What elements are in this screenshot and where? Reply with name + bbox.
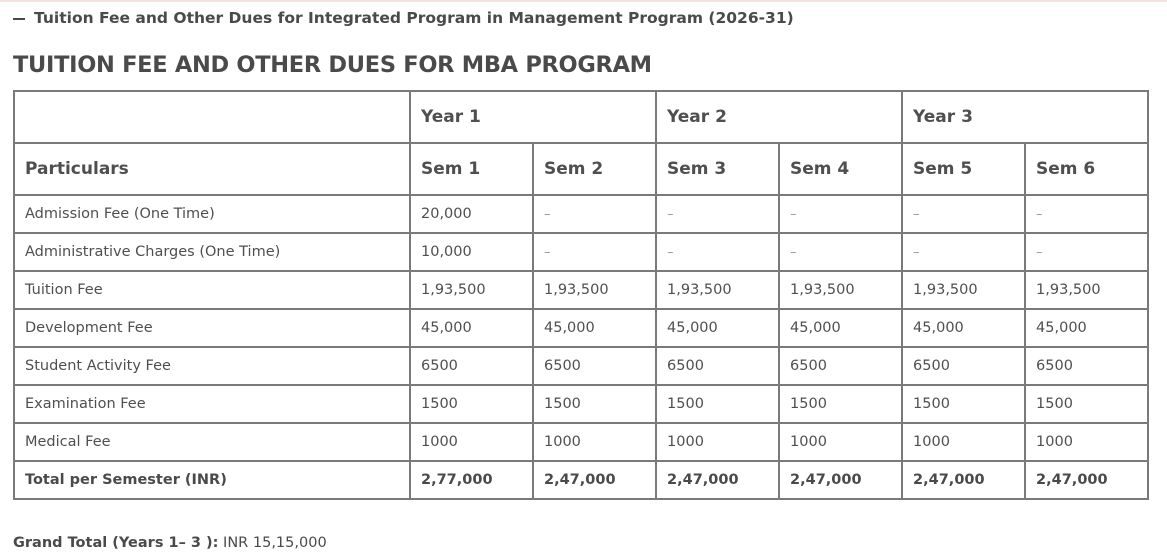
cell-value: 2,47,000 bbox=[656, 461, 779, 499]
row-label: Total per Semester (INR) bbox=[14, 461, 410, 499]
cell-value: 45,000 bbox=[533, 309, 656, 347]
cell-value: 6500 bbox=[533, 347, 656, 385]
cell-value: – bbox=[902, 233, 1025, 271]
cell-value: 20,000 bbox=[410, 195, 533, 233]
cell-value: 45,000 bbox=[779, 309, 902, 347]
cell-value: 1500 bbox=[656, 385, 779, 423]
sem-header-3: Sem 3 bbox=[656, 143, 779, 195]
cell-value: 45,000 bbox=[1025, 309, 1148, 347]
cell-value: – bbox=[656, 195, 779, 233]
cell-value: 1,93,500 bbox=[533, 271, 656, 309]
cell-value: – bbox=[1025, 195, 1148, 233]
sem-header-1: Sem 1 bbox=[410, 143, 533, 195]
year-header-row bbox=[14, 91, 1148, 143]
cell-value: 45,000 bbox=[902, 309, 1025, 347]
table-row-student-activity-fee bbox=[14, 347, 1148, 385]
cell-value: 1,93,500 bbox=[1025, 271, 1148, 309]
row-label: Tuition Fee bbox=[14, 271, 410, 309]
grand-total-value: INR 15,15,000 bbox=[218, 535, 327, 551]
cell-value: 2,47,000 bbox=[1025, 461, 1148, 499]
row-label: Administrative Charges (One Time) bbox=[14, 233, 410, 271]
cell-value: 1000 bbox=[410, 423, 533, 461]
particulars-header: Particulars bbox=[14, 143, 410, 195]
cell-value: – bbox=[533, 195, 656, 233]
cell-value: 2,47,000 bbox=[902, 461, 1025, 499]
cell-value: – bbox=[779, 195, 902, 233]
cell-value: 1,93,500 bbox=[902, 271, 1025, 309]
year-header-3: Year 3 bbox=[902, 91, 1148, 143]
cell-value: – bbox=[1025, 233, 1148, 271]
cell-value: 2,77,000 bbox=[410, 461, 533, 499]
table-row-development-fee bbox=[14, 309, 1148, 347]
sem-header-2: Sem 2 bbox=[533, 143, 656, 195]
cell-value: 6500 bbox=[902, 347, 1025, 385]
empty-header-cell bbox=[14, 91, 410, 143]
minus-icon bbox=[13, 18, 25, 20]
cell-value: 10,000 bbox=[410, 233, 533, 271]
sem-header-5: Sem 5 bbox=[902, 143, 1025, 195]
table-row-examination-fee bbox=[14, 385, 1148, 423]
cell-value: 45,000 bbox=[656, 309, 779, 347]
row-label: Examination Fee bbox=[14, 385, 410, 423]
cell-value: 2,47,000 bbox=[779, 461, 902, 499]
row-label: Development Fee bbox=[14, 309, 410, 347]
year-header-2: Year 2 bbox=[656, 91, 902, 143]
cell-value: 1000 bbox=[902, 423, 1025, 461]
cell-value: – bbox=[779, 233, 902, 271]
table-row-tuition-fee bbox=[14, 271, 1148, 309]
cell-value: 1000 bbox=[779, 423, 902, 461]
cell-value: 1500 bbox=[1025, 385, 1148, 423]
cell-value: – bbox=[656, 233, 779, 271]
cell-value: 6500 bbox=[656, 347, 779, 385]
row-label: Student Activity Fee bbox=[14, 347, 410, 385]
accordion-toggle-integrated-program[interactable] bbox=[13, 9, 794, 27]
table-row-administrative-charges bbox=[14, 233, 1148, 271]
row-label: Medical Fee bbox=[14, 423, 410, 461]
sem-header-4: Sem 4 bbox=[779, 143, 902, 195]
accordion-title: Tuition Fee and Other Dues for Integrated Program in Management Program (2026-31) bbox=[34, 9, 794, 27]
cell-value: 6500 bbox=[1025, 347, 1148, 385]
cell-value: 1000 bbox=[656, 423, 779, 461]
cell-value: 1000 bbox=[533, 423, 656, 461]
year-header-1: Year 1 bbox=[410, 91, 656, 143]
cell-value: 1500 bbox=[533, 385, 656, 423]
row-label: Admission Fee (One Time) bbox=[14, 195, 410, 233]
cell-value: – bbox=[902, 195, 1025, 233]
cell-value: 1500 bbox=[779, 385, 902, 423]
cell-value: – bbox=[533, 233, 656, 271]
cell-value: 1,93,500 bbox=[779, 271, 902, 309]
fee-table bbox=[13, 90, 1149, 500]
cell-value: 1500 bbox=[410, 385, 533, 423]
cell-value: 1,93,500 bbox=[410, 271, 533, 309]
cell-value: 1,93,500 bbox=[656, 271, 779, 309]
cell-value: 2,47,000 bbox=[533, 461, 656, 499]
cell-value: 1500 bbox=[902, 385, 1025, 423]
cell-value: 45,000 bbox=[410, 309, 533, 347]
grand-total-label: Grand Total (Years 1– 3 ): bbox=[13, 535, 219, 551]
table-row-total bbox=[14, 461, 1148, 499]
sem-header-6: Sem 6 bbox=[1025, 143, 1148, 195]
grand-total bbox=[13, 535, 327, 551]
table-row-medical-fee bbox=[14, 423, 1148, 461]
table-row-admission-fee bbox=[14, 195, 1148, 233]
section-title: TUITION FEE AND OTHER DUES FOR MBA PROGRAM bbox=[13, 52, 652, 78]
semester-header-row bbox=[14, 143, 1148, 195]
cell-value: 1000 bbox=[1025, 423, 1148, 461]
cell-value: 6500 bbox=[410, 347, 533, 385]
cell-value: 6500 bbox=[779, 347, 902, 385]
